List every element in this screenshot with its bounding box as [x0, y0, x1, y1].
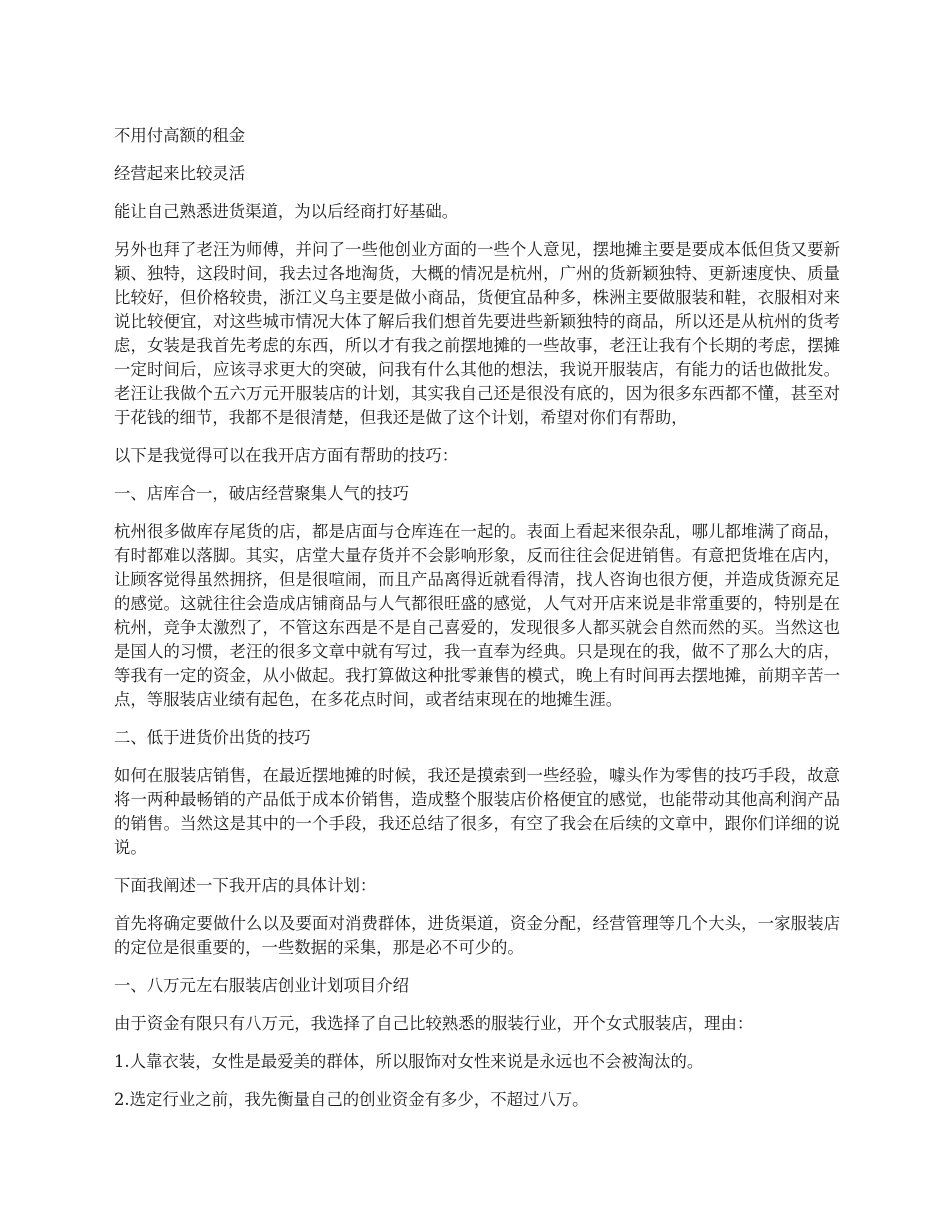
paragraph-familiar-channels: 能让自己熟悉进货渠道，为以后经商打好基础。 [114, 202, 459, 221]
paragraph-flexible-operation: 经营起来比较灵活 [114, 164, 246, 183]
paragraph-positioning: 首先将确定要做什么以及要面对消费群体，进货渠道，资金分配，经营管理等几个大头，一家服装店的定位是很重要的，一些数据的采集，那是必不可少的。 [114, 914, 840, 957]
paragraph-tips-intro: 以下是我觉得可以在我开店方面有帮助的技巧： [114, 446, 459, 465]
list-item-reason-one: 1.人靠衣装，女性是最爱美的群体，所以服饰对女性来说是永远也不会被淘汰的。 [114, 1052, 704, 1071]
list-item-reason-two: 2.选定行业之前，我先衡量自己的创业资金有多少，不超过八万。 [114, 1090, 589, 1109]
paragraph-mentor-advice: 另外也拜了老汪为师傅，并问了一些他创业方面的一些个人意见，摆地摊主要是要成本低但货又要新颖、独特，这段时间，我去过各地淘货，大概的情况是杭州，广州的货新颖独特、更新速度快、质量比较好，但价格较贵，浙江义乌主要是做小商品，货便宜品种多，株洲主要做服装和鞋，衣服相对来说比较便宜，对这些城市情况大体了解后我们想首先要进些新颖独特的商品，所以还是从杭州的货考虑，女装是我首先考虑的东西，所以才有我之前摆地摊的一些故事，老汪让我有个长期的考虑，摆摊一定时间后，应该寻求更大的突破，问我有什么其他的想法，我说开服装店，有能力的话也做批发。老汪让我做个五六万元开服装店的计划，其实我自己还是很没有底的，因为很多东西都不懂，甚至对于花钱的细节，我都不是很清楚，但我还是做了这个计划，希望对你们有帮助， [114, 240, 840, 427]
paragraph-below-cost-selling: 如何在服装店销售，在最近摆地摊的时候，我还是摸索到一些经验，噱头作为零售的技巧手段，故意将一两种最畅销的产品低于成本价销售，造成整个服装店价格便宜的感觉，也能带动其他高利润产品的销售。当然这是其中的一个手段，我还总结了很多，有空了我会在后续的文章中，跟你们详细的说说。 [114, 766, 840, 857]
paragraph-reason-intro: 由于资金有限只有八万元，我选择了自己比较熟悉的服装行业，开个女式服装店，理由： [114, 1014, 754, 1033]
heading-project-intro: 一、八万元左右服装店创业计划项目介绍 [114, 976, 410, 995]
paragraph-plan-intro: 下面我阐述一下我开店的具体计划： [114, 876, 377, 895]
heading-tip-two: 二、低于进货价出货的技巧 [114, 728, 311, 747]
paragraph-no-high-rent: 不用付高额的租金 [114, 126, 246, 145]
document-body [114, 124, 840, 1126]
heading-tip-one: 一、店库合一，破店经营聚集人气的技巧 [114, 484, 410, 503]
paragraph-store-warehouse: 杭州很多做库存尾货的店，都是店面与仓库连在一起的。表面上看起来很杂乱，哪儿都堆满了商品，有时都难以落脚。其实，店堂大量存货并不会影响形象，反而往往会促进销售。有意把货堆在店内，让顾客觉得虽然拥挤，但是很喧闹，而且产品离得近就看得清，找人咨询也很方便，并造成货源充足的感觉。这就往往会造成店铺商品与人气都很旺盛的感觉，人气对开店来说是非常重要的，特别是在杭州，竞争太激烈了，不管这东西是不是自己喜爱的，发现很多人都买就会自然而然的买。当然这也是国人的习惯，老汪的很多文章中就有写过，我一直奉为经典。只是现在的我，做不了那么大的店，等我有一定的资金，从小做起。我打算做这种批零兼售的模式，晚上有时间再去摆地摊，前期辛苦一点，等服装店业绩有起色，在多花点时间，或者结束现在的地摊生涯。 [114, 522, 840, 709]
